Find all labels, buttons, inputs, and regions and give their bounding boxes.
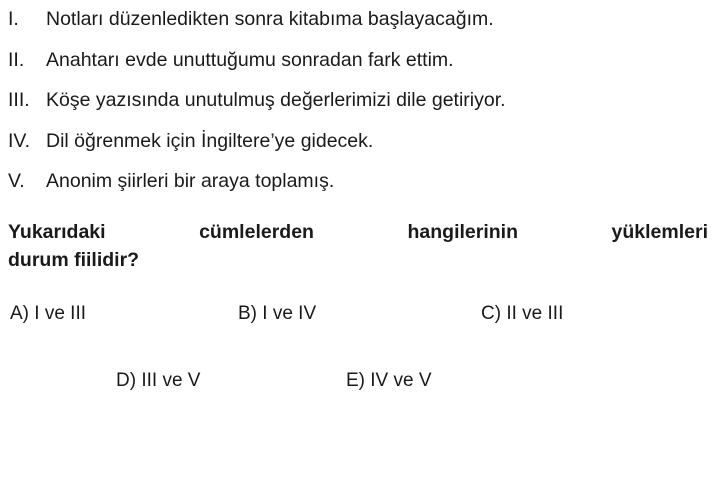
statement-numeral: IV. [8, 129, 31, 152]
list-item [8, 172, 719, 192]
list-item [8, 129, 719, 152]
statement-numeral: III. [8, 89, 30, 111]
list-item [8, 10, 719, 30]
statement-numeral: V. [8, 170, 25, 192]
answer-options-row-1 [8, 304, 719, 323]
statement-text: Köşe yazısında unutulmuş değerlerimizi dile getiriyor. [46, 89, 506, 111]
list-item [8, 48, 719, 71]
statement-list [8, 10, 719, 192]
answer-options-row-2 [8, 371, 719, 390]
answer-options [8, 304, 719, 390]
option-c[interactable]: C) II ve III [481, 303, 564, 325]
statement-text: Anahtarı evde unuttuğumu sonradan fark ettim. [46, 48, 454, 71]
question-line-2: durum fiilidir? [8, 248, 140, 271]
question-prompt [8, 218, 708, 275]
list-item [8, 91, 719, 111]
option-d[interactable]: D) III ve V [116, 370, 201, 392]
option-e[interactable]: E) IV ve V [346, 370, 432, 392]
statement-text: Anonim şiirleri bir araya toplamış. [46, 170, 335, 192]
statement-numeral: II. [8, 48, 25, 71]
option-a[interactable]: A) I ve III [10, 303, 87, 325]
statement-text: Notları düzenledikten sonra kitabıma başlayacağım. [46, 8, 494, 30]
statement-text: Dil öğrenmek için İngiltere’ye gidecek. [46, 129, 374, 152]
question-line-1: Yukarıdaki cümlelerden hangilerinin yüklemleri [8, 220, 708, 243]
statement-numeral: I. [8, 8, 19, 30]
option-b[interactable]: B) I ve IV [238, 303, 317, 325]
